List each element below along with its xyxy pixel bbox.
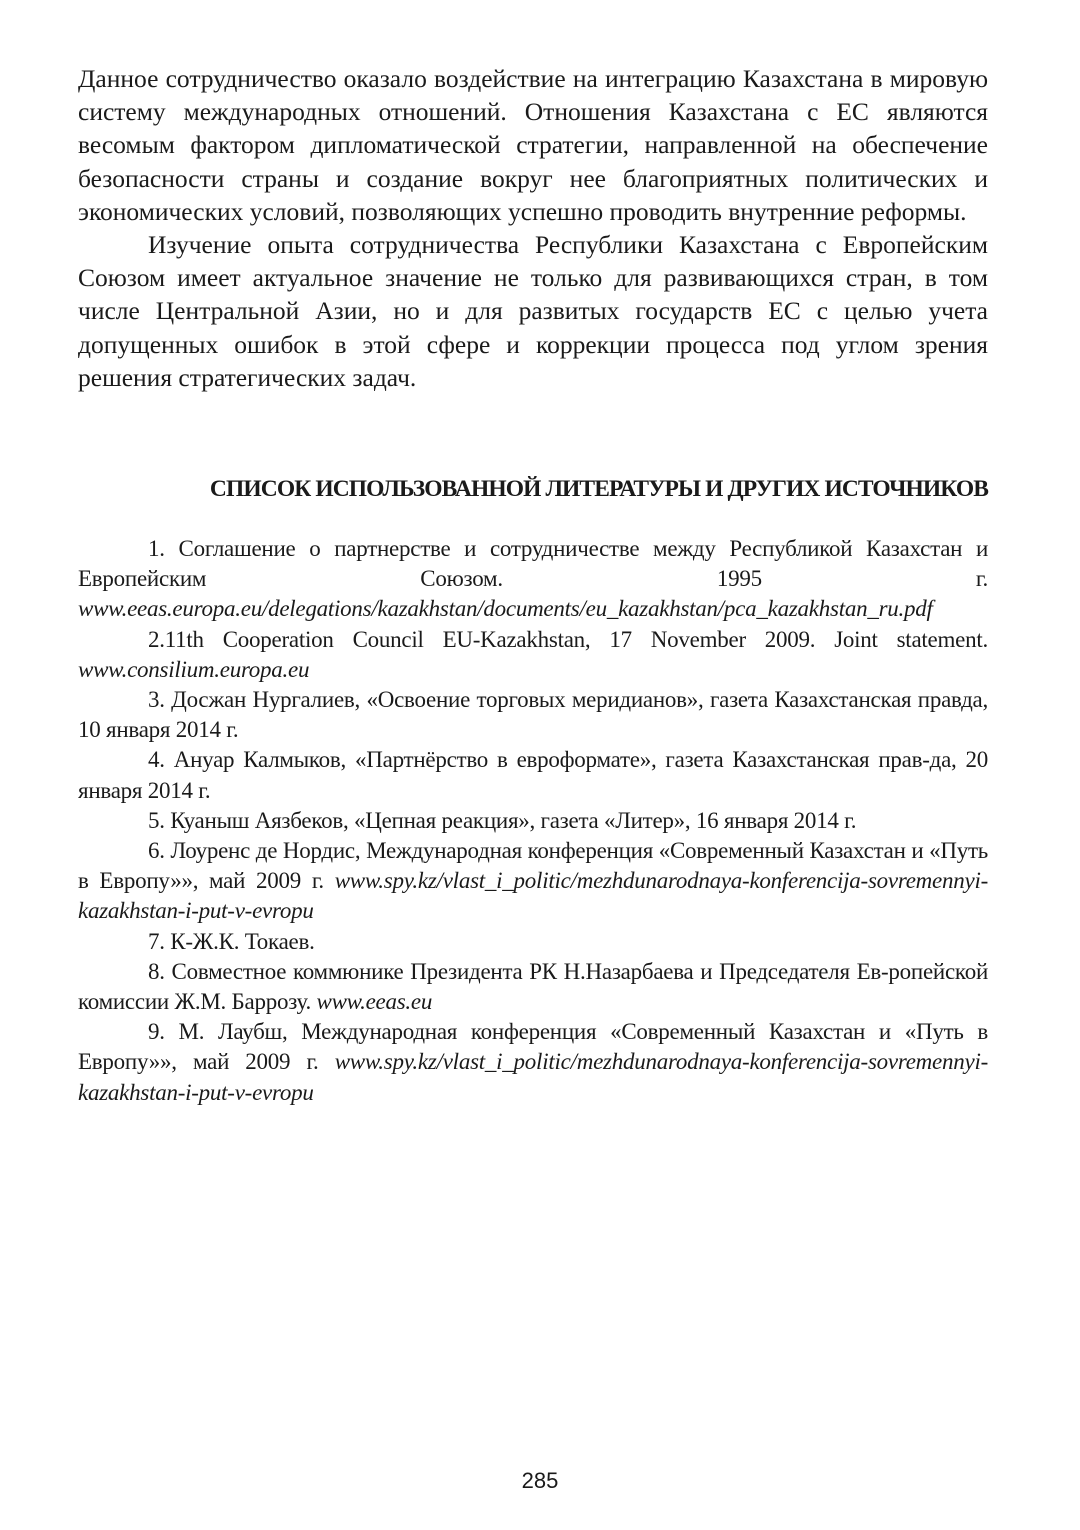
references-list xyxy=(78,534,988,1108)
reference-6: 6. Лоуренс де Нордис, Международная конференция «Современный Казахстан и «Путь в Европу»», май 2009 г. www.spy.kz/vlast_i_politic/mezhdunarodnaya-konferencija-sovremennyi-kazakhstan-i-put-v-evropu xyxy=(78,838,988,924)
paragraph-1: Данное сотрудничество оказало воздействие на интеграцию Казахстана в мировую систему международных отношений. Отношения Казахстана с ЕС являются весомым фактором дипломатической стратегии, направленной на обеспечение безопасности страны и создание вокруг нее благоприятных политических и экономических условий, позволяющих успешно проводить внутренние реформы. xyxy=(78,64,988,226)
reference-link[interactable]: www.consilium.europa.eu xyxy=(78,656,310,682)
page-content xyxy=(78,62,988,1108)
reference-8: 8. Совместное коммюнике Президента РК Н.Назарбаева и Председателя Ев-ропейской комиссии Ж.М. Баррозу. www.eeas.eu xyxy=(78,958,988,1015)
reference-link[interactable]: www.spy.kz/vlast_i_politic/mezhdunarodnaya-konferencija-sovremennyi-kazakhstan-i-put-v-evropu xyxy=(78,1049,988,1105)
page-number: 285 xyxy=(521,1468,559,1493)
reference-4: 4. Ануар Калмыков, «Партнёрство в еврoформате», газета Казахстанская прав-да, 20 января 2014 г. xyxy=(78,747,988,803)
reference-9: 9. М. Лаубш, Международная конференция «Современный Казахстан и «Путь в Европу»», май 2009 г. www.spy.kz/vlast_i_politic/mezhdunarodnaya-konferencija-sovremennyi-kazakhstan-i-put-v-evropu xyxy=(78,1019,988,1105)
reference-5: 5. Куаныш Аязбеков, «Цепная реакция», газета «Литер», 16 января 2014 г. xyxy=(148,807,857,833)
references-heading: СПИСОК ИСПОЛЬЗОВАННОЙ ЛИТЕРАТУРЫ И ДРУГИХ ИСТОЧНИКОВ xyxy=(209,476,988,503)
reference-3: 3. Досжан Нургалиев, «Освоение торговых меридианов», газета Казахстанская правда, 10 января 2014 г. xyxy=(78,687,988,743)
reference-1: 1. Соглашение о партнерстве и сотрудничестве между Республикой Казахстан и Европейским Союзом. 1995 г. www.eeas.europa.eu/delegations/kazakhstan/documents/eu_kazakhstan/pca_kazakhstan_ru.pdf xyxy=(78,536,988,622)
reference-7: 7. К-Ж.К. Токаев. xyxy=(148,928,315,954)
paragraph-2: Изучение опыта сотрудничества Республики Казахстана с Европейским Союзом имеет актуальное значение не только для развивающихся стран, в том числе Центральной Азии, но и для развитых государств ЕС с целью учета допущенных ошибок в этой сфере и коррекции процесса под углом зрения решения стратегических задач. xyxy=(78,230,988,392)
reference-link[interactable]: www.spy.kz/vlast_i_politic/mezhdunarodnaya-konferencija-sovremennyi-kazakhstan-i-put-v-evropu xyxy=(78,868,988,924)
reference-link[interactable]: www.eeas.europa.eu/delegations/kazakhstan/documents/eu_kazakhstan/pca_kazakhstan_ru.pdf xyxy=(78,596,933,622)
reference-2: 2.11th Cooperation Council EU-Kazakhstan, 17 November 2009. Joint statement. www.consilium.europa.eu xyxy=(78,626,988,682)
reference-link[interactable]: www.eeas.eu xyxy=(316,989,433,1015)
